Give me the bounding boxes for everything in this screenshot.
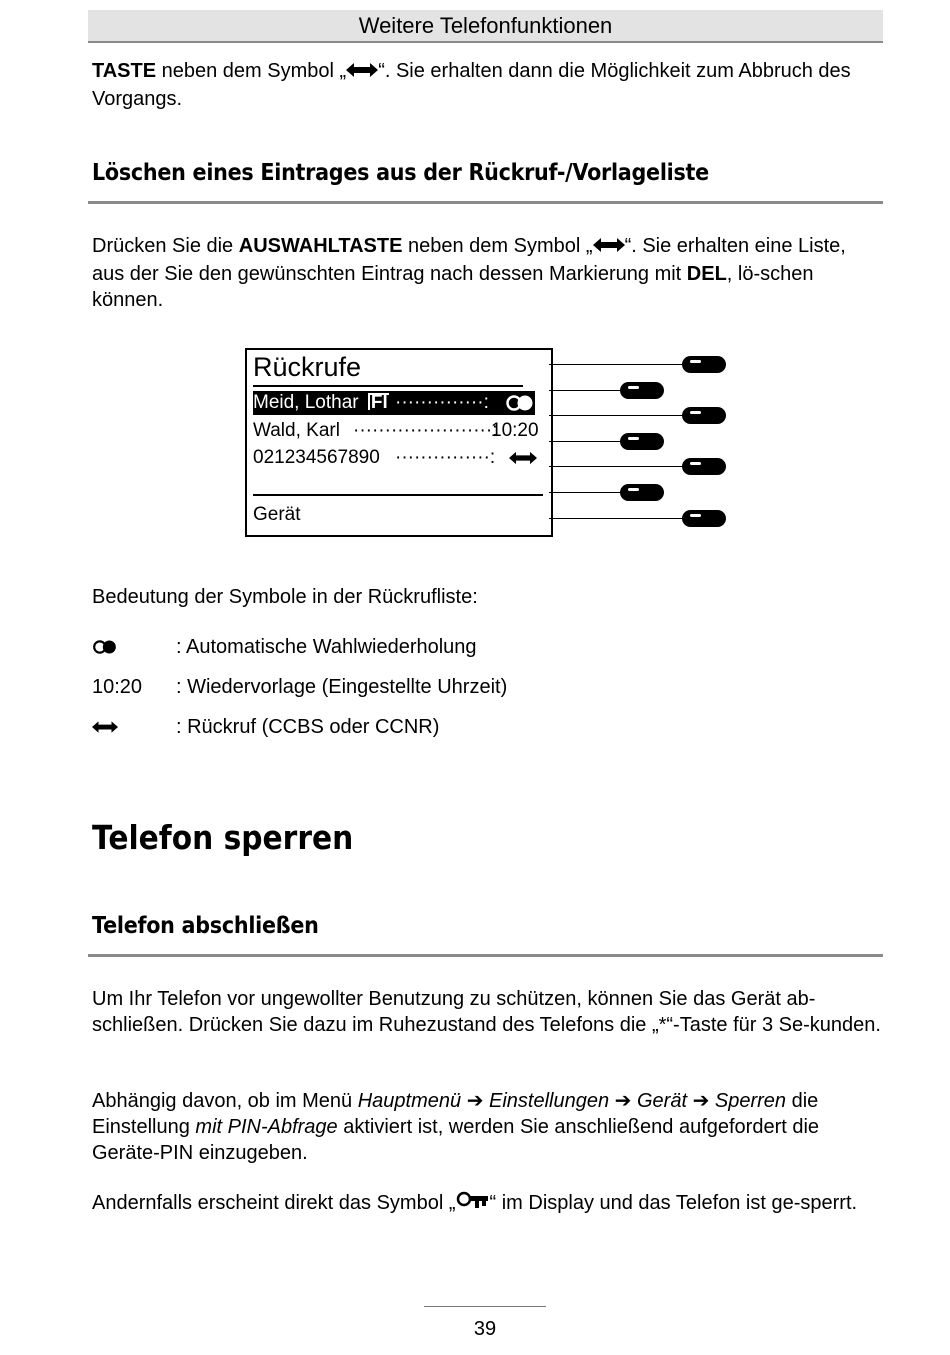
leader-line <box>549 518 683 519</box>
display-separator <box>253 494 543 496</box>
auto-redial-icon <box>505 394 535 419</box>
softkey-button[interactable] <box>682 458 726 475</box>
leader-line <box>549 364 683 365</box>
row-name: 021234567890 <box>253 447 380 468</box>
row-dots: ··············: <box>395 392 489 413</box>
fl-badge: Fl <box>368 393 389 410</box>
footer-rule <box>424 1306 546 1307</box>
softkey-button[interactable] <box>682 510 726 527</box>
display-row-selected[interactable] <box>253 391 535 415</box>
row-name: Wald, Karl <box>253 420 340 441</box>
leader-line <box>549 466 683 467</box>
row-dots: ······················: <box>353 420 498 441</box>
display-row[interactable] <box>253 446 535 470</box>
display-menu-label: Gerät <box>253 504 301 525</box>
section3-paragraph-1: Um Ihr Telefon vor ungewollter Benutzung zu schützen, können Sie das Gerät ab-schließen. Drücken Sie dazu im Ruhezustand des Telefons die „*“-Taste für 3 Se-kunden. <box>92 988 881 1036</box>
softkey-button[interactable] <box>620 484 664 501</box>
section-heading: Telefon abschließen <box>92 913 319 939</box>
legend-text: : Wiedervorlage (Eingestellte Uhrzeit) <box>176 676 508 698</box>
section1-paragraph: Drücken Sie die AUSWAHLTASTE neben dem Symbol „ “. Sie erhalten eine Liste, aus der Sie den gewünschten Eintrag nach dessen Markierung mit DEL, lö-schen können. <box>92 235 846 311</box>
callback-icon <box>509 449 537 474</box>
heading-rule <box>88 954 883 957</box>
callback-arrows-icon <box>346 60 378 86</box>
leader-line <box>549 441 621 442</box>
intro-paragraph: TASTE neben dem Symbol „ “. Sie erhalten dann die Möglichkeit zum Abbruch des Vorgangs. <box>92 60 851 110</box>
key-icon <box>456 1191 490 1218</box>
section3-paragraph-2: Abhängig davon, ob im Menü Hauptmenü ➔ Einstellungen ➔ Gerät ➔ Sperren die Einstellung mit PIN-Abfrage aktiviert ist, werden Sie anschließend aufgefordert die Geräte-PIN einzugeben. <box>92 1090 820 1164</box>
leader-line <box>549 390 621 391</box>
display-title: Rückrufe <box>253 352 362 382</box>
display-title-underline <box>253 385 523 387</box>
callback-icon <box>92 714 118 742</box>
softkey-button[interactable] <box>620 433 664 450</box>
callback-arrows-icon <box>593 235 625 261</box>
legend-intro: Bedeutung der Symbole in der Rückrufliste: <box>92 586 478 608</box>
chapter-heading: Telefon sperren <box>92 818 354 857</box>
softkey-button[interactable] <box>620 382 664 399</box>
leader-line <box>549 415 683 416</box>
page-number: 39 <box>473 1318 497 1340</box>
section3-paragraph-3: Andernfalls erscheint direkt das Symbol „ “ im Display und das Telefon ist ge-sperrt. <box>92 1190 882 1218</box>
row-name: Meid, Lothar <box>253 392 359 413</box>
legend-symbol-time: 10:20 <box>92 676 143 698</box>
softkey-button[interactable] <box>682 407 726 424</box>
row-dots: ···············: <box>395 447 496 468</box>
section-heading: Löschen eines Eintrages aus der Rückruf-/Vorlageliste <box>92 160 709 186</box>
row-time: 10:20 <box>491 420 539 441</box>
display-row[interactable] <box>253 419 539 443</box>
legend-text: : Automatische Wahlwiederholung <box>176 636 477 658</box>
softkey-button[interactable] <box>682 356 726 373</box>
leader-line <box>549 492 621 493</box>
page-header: Weitere Telefonfunktionen <box>88 10 883 43</box>
legend-text: : Rückruf (CCBS oder CCNR) <box>176 716 440 738</box>
heading-rule <box>88 201 883 204</box>
phone-display <box>245 348 553 537</box>
auto-redial-icon <box>92 634 118 662</box>
